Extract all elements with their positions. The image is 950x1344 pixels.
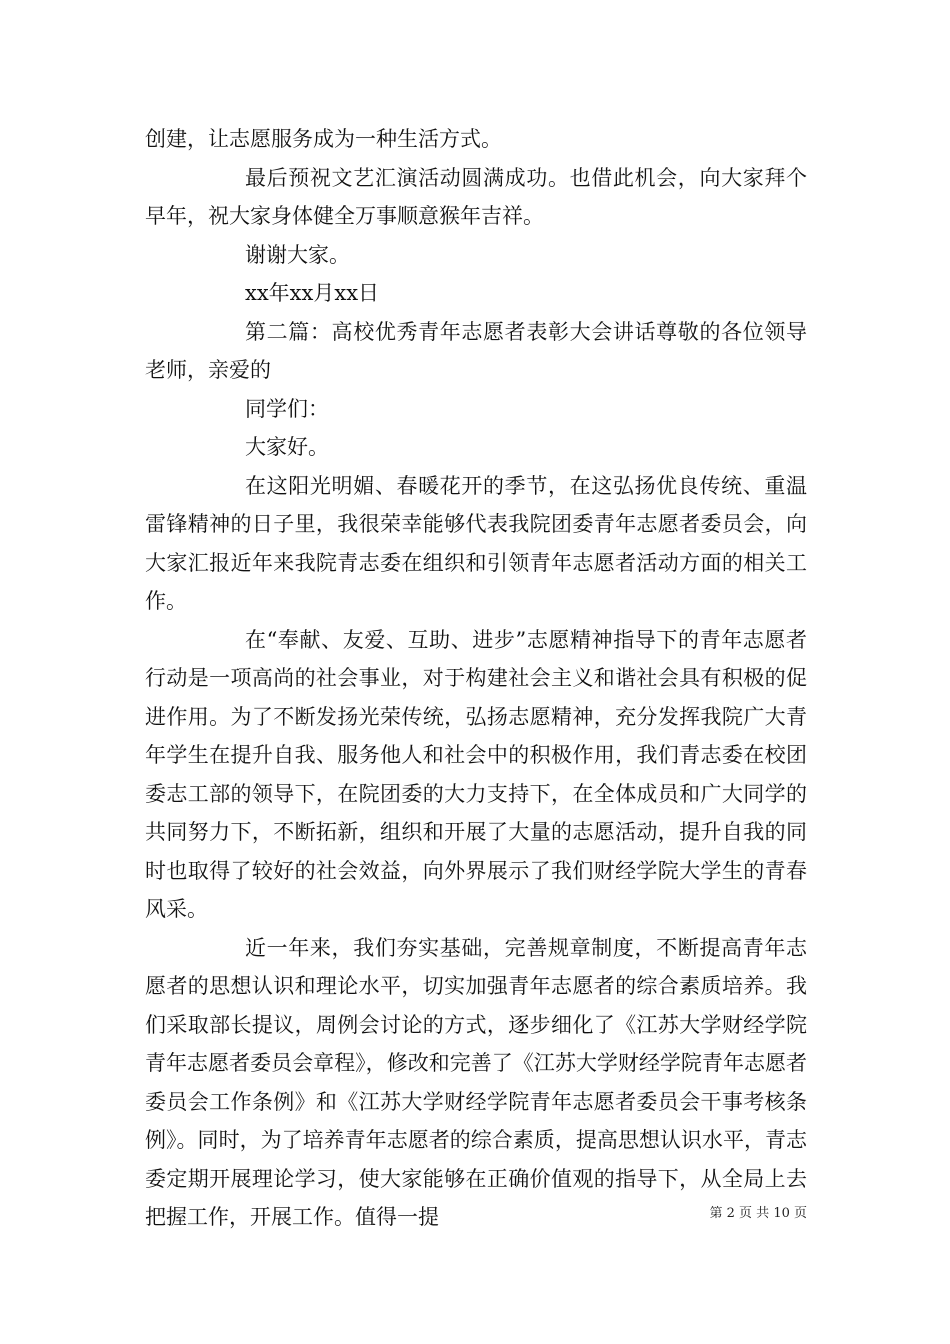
- paragraph-salutation: 同学们：: [245, 396, 329, 421]
- paragraph-section-title: 第二篇：高校优秀青年志愿者表彰大会讲话尊敬的各位领导老师，亲爱的: [145, 319, 807, 382]
- paragraph-date: xx年xx月xx日: [245, 281, 380, 305]
- paragraph-8: 在这阳光明媚、春暖花开的季节，在这弘扬优良传统、重温雷锋精神的日子里，我很荣幸能够代表我院团委青年志愿者委员会，向大家汇报近年来我院青志委在组织和引领青年志愿者活动方面的相关工作。: [145, 473, 807, 613]
- document-body: [145, 120, 807, 1237]
- paragraph-2: 最后预祝文艺汇演活动圆满成功。也借此机会，向大家拜个早年，祝大家身体健全万事顺意猴年吉祥。: [145, 165, 807, 228]
- page-number-footer: 第 2 页 共 10 页: [709, 1206, 807, 1221]
- paragraph-3: 谢谢大家。: [245, 242, 350, 267]
- paragraph-10: 近一年来，我们夯实基础，完善规章制度，不断提高青年志愿者的思想认识和理论水平，切实加强青年志愿者的综合素质培养。我们采取部长提议，周例会讨论的方式，逐步细化了《江苏大学财经学院青年志愿者委员会章程》，修改和完善了《江苏大学财经学院青年志愿者委员会工作条例》和《江苏大学财经学院青年志愿者委员会干事考核条例》。同时，为了培养青年志愿者的综合素质，提高思想认识水平，青志委定期开展理论学习，使大家能够在正确价值观的指导下，从全局上去把握工作，开展工作。值得一提: [145, 935, 807, 1229]
- paragraph-9: 在“奉献、友爱、互助、进步”志愿精神指导下的青年志愿者行动是一项高尚的社会事业，对于构建社会主义和谐社会具有积极的促进作用。为了不断发扬光荣传统，弘扬志愿精神，充分发挥我院广大青年学生在提升自我、服务他人和社会中的积极作用，我们青志委在校团委志工部的领导下，在院团委的大力支持下，在全体成员和广大同学的共同努力下，不断拓新，组织和开展了大量的志愿活动，提升自我的同时也取得了较好的社会效益，向外界展示了我们财经学院大学生的青春风采。: [145, 627, 807, 921]
- paragraph-greeting: 大家好。: [245, 435, 329, 459]
- paragraph-1: 创建，让志愿服务成为一种生活方式。: [145, 127, 502, 151]
